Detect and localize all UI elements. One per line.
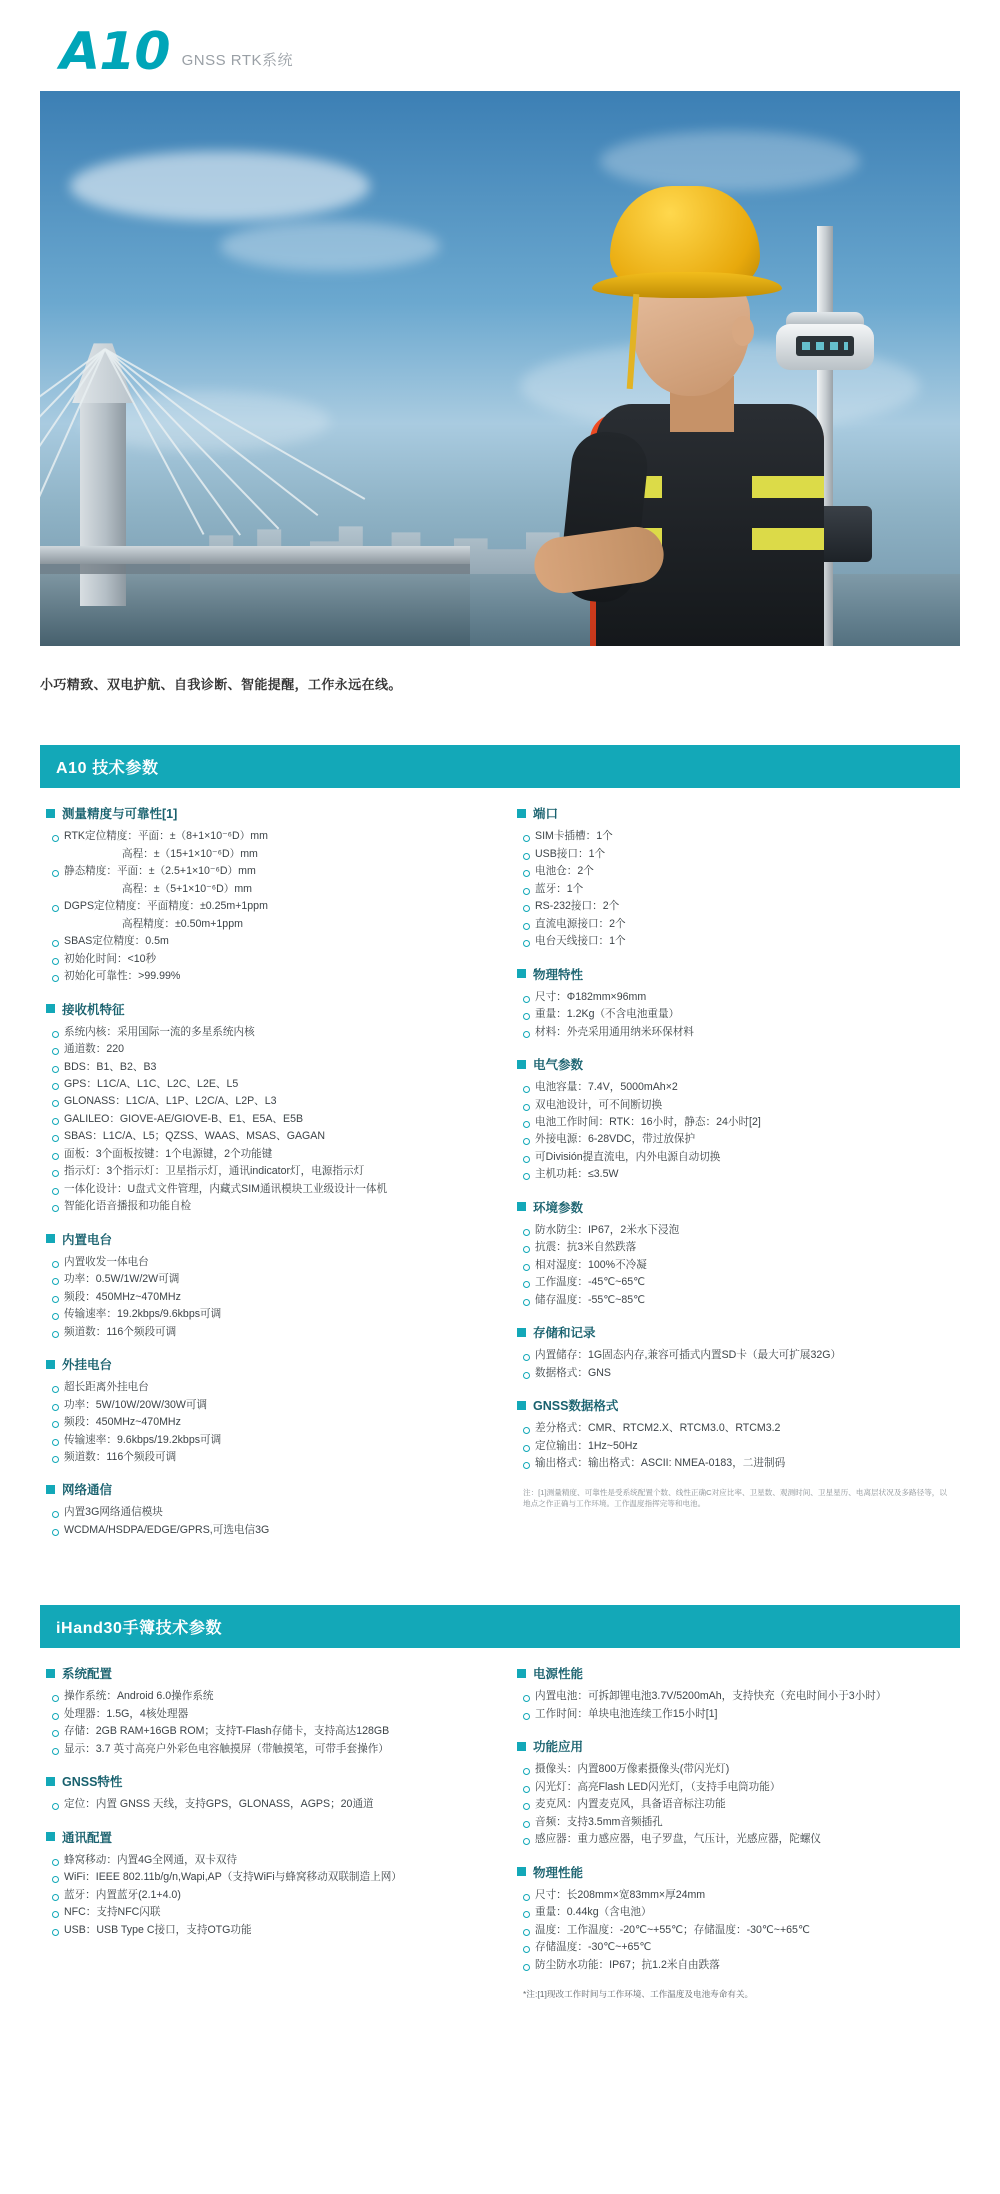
group-heading: [517, 1323, 954, 1341]
square-bullet-icon: [46, 1360, 55, 1369]
spec-item: 差分格式：CMR、RTCM2.X、RTCM3.0、RTCM3.2: [521, 1420, 954, 1437]
spec-group-accuracy: [46, 804, 483, 985]
spec-item: USB：USB Type C接口，支持OTG功能: [50, 1922, 483, 1939]
spec-item: 定位：内置 GNSS 天线，支持GPS，GLONASS，AGPS；20通道: [50, 1796, 483, 1813]
spec-item: 电池容量：7.4V，5000mAh×2: [521, 1079, 954, 1096]
bridge-deck: [40, 546, 470, 564]
spec-item: 传输速率：19.2kbps/9.6kbps可调: [50, 1306, 483, 1323]
spec-item: 音频：支持3.5mm音频插孔: [521, 1814, 954, 1831]
group-heading: [46, 1480, 483, 1498]
spec-item: 存储：2GB RAM+16GB ROM；支持T-Flash存储卡，支持高达128GB: [50, 1723, 483, 1740]
group-heading-label: 物理性能: [533, 1865, 584, 1880]
spec-list: [517, 1688, 954, 1723]
spec-list: [46, 1796, 483, 1813]
spec-item: 通道数：220: [50, 1041, 483, 1058]
spec-group-system: [46, 1664, 483, 1758]
spec-item: GPS：L1C/A、L1C、L2C、L2E、L5: [50, 1076, 483, 1093]
square-bullet-icon: [46, 1669, 55, 1678]
square-bullet-icon: [46, 1234, 55, 1243]
spec-item: 定位输出：1Hz~50Hz: [521, 1438, 954, 1455]
brand-header: [40, 0, 960, 91]
spec-group-receiver: [46, 1000, 483, 1216]
group-heading: [517, 1737, 954, 1755]
spec-item: 面板：3个面板按键：1个电源键，2个功能键: [50, 1146, 483, 1163]
spec-item: 频段：450MHz~470MHz: [50, 1414, 483, 1431]
spec-item: 处理器：1.5G，4核处理器: [50, 1706, 483, 1723]
spec-list: [46, 1504, 483, 1539]
spec-item: 材料：外壳采用通用纳米环保材料: [521, 1024, 954, 1041]
spec-column-right-a10: [517, 804, 954, 1553]
spec-item: 尺寸：长208mm×宽83mm×厚24mm: [521, 1887, 954, 1904]
spec-item: 温度：工作温度：-20℃~+55℃；存储温度：-30℃~+65℃: [521, 1922, 954, 1939]
group-heading: [517, 965, 954, 983]
group-heading-label: 外挂电台: [62, 1358, 113, 1373]
group-heading-label: 内置电台: [62, 1232, 113, 1247]
group-heading-label: 功能应用: [533, 1740, 584, 1755]
spec-item: 蓝牙：1个: [521, 881, 954, 898]
spec-item: 输出格式：输出格式：ASCII: NMEA-0183，二进制码: [521, 1455, 954, 1472]
spec-item: 双电池设计，可不间断切换: [521, 1097, 954, 1114]
spec-item: SBAS定位精度：0.5m: [50, 933, 483, 950]
square-bullet-icon: [46, 1004, 55, 1013]
group-heading-label: 通讯配置: [62, 1830, 113, 1845]
spec-group-physical: [517, 965, 954, 1041]
square-bullet-icon: [517, 1742, 526, 1751]
spec-item: 可División提直流电，内外电源自动切换: [521, 1149, 954, 1166]
spec-item: 一体化设计：U盘式文件管理，内藏式SIM通讯模块工业级设计一体机: [50, 1181, 483, 1198]
spec-item: 频段：450MHz~470MHz: [50, 1289, 483, 1306]
group-heading: [46, 804, 483, 822]
square-bullet-icon: [517, 1867, 526, 1876]
spec-list: [517, 1347, 954, 1382]
spec-item: 蓝牙：内置蓝牙(2.1+4.0): [50, 1887, 483, 1904]
spec-list: [46, 1688, 483, 1758]
spec-group-network: [46, 1480, 483, 1539]
group-heading-label: 系统配置: [62, 1667, 113, 1682]
product-subtitle: GNSS RTK系统: [181, 52, 294, 70]
worker-figure: [480, 176, 900, 646]
group-heading-label: 物理特性: [533, 967, 584, 982]
spec-item: 电池仓：2个: [521, 863, 954, 880]
spec-item: RTK定位精度：平面：±（8+1×10⁻⁶D）mm: [50, 828, 483, 845]
spec-item: 内置电池：可拆卸锂电池3.7V/5200mAh，支持快充（充电时间小于3小时）: [521, 1688, 954, 1705]
spec-list: [46, 828, 483, 985]
spec-item: 重量：1.2Kg（不含电池重量）: [521, 1006, 954, 1023]
receiver-display: [796, 336, 854, 356]
square-bullet-icon: [517, 969, 526, 978]
spec-item: 操作系统：Android 6.0操作系统: [50, 1688, 483, 1705]
spec-list: [517, 1420, 954, 1472]
spec-group-gnss-handheld: [46, 1772, 483, 1813]
spec-list: [517, 1222, 954, 1309]
spec-item: 初始化时间：<10秒: [50, 951, 483, 968]
spec-list: [517, 1761, 954, 1848]
group-heading-label: 电气参数: [533, 1058, 584, 1073]
group-heading-label: 存储和记录: [533, 1326, 596, 1341]
vest-stripe: [752, 528, 824, 550]
spec-column-left-a10: [46, 804, 483, 1553]
spec-item: 相对湿度：100%不冷凝: [521, 1257, 954, 1274]
group-heading-label: GNSS特性: [62, 1775, 123, 1790]
spec-item: 高程：±（5+1×10⁻⁶D）mm: [122, 882, 252, 895]
spec-item: 尺寸：Φ182mm×96mm: [521, 989, 954, 1006]
helmet-brim: [592, 272, 782, 298]
spec-group-communication: [46, 1828, 483, 1939]
spec-item: 摄像头：内置800万像素摄像头(带闪光灯): [521, 1761, 954, 1778]
spec-item: BDS：B1、B2、B3: [50, 1059, 483, 1076]
spec-group-features: [517, 1737, 954, 1848]
spec-item: 数据格式：GNS: [521, 1365, 954, 1382]
square-bullet-icon: [517, 1202, 526, 1211]
spec-group-internal-radio: [46, 1230, 483, 1341]
spec-list: [517, 828, 954, 950]
spec-item: SBAS：L1C/A、L5；QZSS、WAAS、MSAS、GAGAN: [50, 1128, 483, 1145]
square-bullet-icon: [517, 809, 526, 818]
spec-item: USB接口：1个: [521, 846, 954, 863]
spec-item: 感应器：重力感应器，电子罗盘，气压计，光感应器，陀螺仪: [521, 1831, 954, 1848]
group-heading-label: 测量精度与可靠性[1]: [62, 807, 178, 822]
spec-group-ports: [517, 804, 954, 950]
group-heading: [46, 1355, 483, 1373]
spec-item: 传输速率：9.6kbps/19.2kbps可调: [50, 1432, 483, 1449]
spec-item: 电池工作时间：RTK：16小时，静态：24小时[2]: [521, 1114, 954, 1131]
group-heading: [46, 1828, 483, 1846]
spec-list: [46, 1254, 483, 1341]
spec-group-electrical: [517, 1055, 954, 1184]
spec-item: 工作温度：-45℃~65℃: [521, 1274, 954, 1291]
square-bullet-icon: [46, 1485, 55, 1494]
spec-list: [46, 1852, 483, 1939]
spec-item: 蜂窝移动：内置4G全网通，双卡双待: [50, 1852, 483, 1869]
group-heading-label: 网络通信: [62, 1483, 113, 1498]
spec-item: 存储温度：-30℃~+65℃: [521, 1939, 954, 1956]
spec-item: 功率：5W/10W/20W/30W可调: [50, 1397, 483, 1414]
spec-section-ihand30: [40, 1605, 960, 2000]
spec-group-gnss-format: [517, 1396, 954, 1472]
group-heading-label: 端口: [533, 807, 559, 822]
spec-item: 外接电源：6-28VDC，带过放保护: [521, 1131, 954, 1148]
spec-item: 频道数：116个频段可调: [50, 1449, 483, 1466]
group-heading: [46, 1772, 483, 1790]
group-heading: [46, 1664, 483, 1682]
spec-item: 频道数：116个频段可调: [50, 1324, 483, 1341]
square-bullet-icon: [517, 1669, 526, 1678]
spec-item: 功率：0.5W/1W/2W可调: [50, 1271, 483, 1288]
spec-list: [46, 1379, 483, 1466]
spec-group-power: [517, 1664, 954, 1723]
spec-item: GLONASS：L1C/A、L1P、L2C/A、L2P、L3: [50, 1093, 483, 1110]
spec-item: 系统内核：采用国际一流的多星系统内核: [50, 1024, 483, 1041]
cloud-decoration: [220, 221, 440, 271]
worker-ear: [732, 316, 754, 346]
spec-item: 防水防尘：IP67，2米水下浸泡: [521, 1222, 954, 1239]
group-heading-label: 环境参数: [533, 1200, 584, 1215]
spec-column-right-ihand30: [517, 1664, 954, 2000]
spec-item: 静态精度：平面：±（2.5+1×10⁻⁶D）mm: [50, 863, 483, 880]
spec-item: GALILEO：GIOVE-AE/GIOVE-B、E1、E5A、E5B: [50, 1111, 483, 1128]
spec-item: 内置收发一体电台: [50, 1254, 483, 1271]
square-bullet-icon: [46, 1832, 55, 1841]
square-bullet-icon: [46, 1777, 55, 1786]
group-heading: [517, 1198, 954, 1216]
spec-item: RS-232接口：2个: [521, 898, 954, 915]
section-title-a10: A10 技术参数: [40, 745, 960, 788]
square-bullet-icon: [517, 1060, 526, 1069]
group-heading: [517, 804, 954, 822]
spec-item: 主机功耗：≤3.5W: [521, 1166, 954, 1183]
spec-item: 麦克风：内置麦克风，具备语音标注功能: [521, 1796, 954, 1813]
page-bottom-spacer: [40, 2000, 960, 2060]
spec-item: 工作时间：单块电池连续工作15小时[1]: [521, 1706, 954, 1723]
footnote-ihand30: *注:[1]现改工作时间与工作环境、工作温度及电池寿命有关。: [523, 1989, 754, 2000]
product-logo: A10: [60, 22, 170, 82]
spec-item: 高程精度：±0.50m+1ppm: [122, 917, 243, 930]
spec-item: 内置3G网络通信模块: [50, 1504, 483, 1521]
hero-image: [40, 91, 960, 646]
spec-item: 直流电源接口：2个: [521, 916, 954, 933]
square-bullet-icon: [517, 1328, 526, 1337]
group-heading: [517, 1055, 954, 1073]
spec-item: WiFi：IEEE 802.11b/g/n,Wapi,AP（支持WiFi与蜂窝移动双联制造上网）: [50, 1869, 483, 1886]
spec-list: [517, 989, 954, 1041]
spec-list: [517, 1079, 954, 1184]
group-heading-label: 接收机特征: [62, 1002, 125, 1017]
cloud-decoration: [70, 151, 370, 221]
group-heading: [517, 1863, 954, 1881]
spec-item: 指示灯：3个指示灯：卫星指示灯，通讯indicator灯，电源指示灯: [50, 1163, 483, 1180]
spec-item: 超长距离外挂电台: [50, 1379, 483, 1396]
footnote-a10: 注：[1]测量精度、可靠性是受系统配置个数、线性正确C对应比率、卫星数、观测时间、卫星星历、电离层状况及多路径等，以地点之作正确与工作环境。工作温度指挥完等和电池。: [523, 1487, 947, 1508]
spec-item: 储存温度：-55℃~85℃: [521, 1292, 954, 1309]
spec-item: NFC：支持NFC闪联: [50, 1904, 483, 1921]
spec-item: 显示：3.7 英寸高亮户外彩色电容触摸屏（带触摸笔，可带手套操作）: [50, 1741, 483, 1758]
spec-item: WCDMA/HSDPA/EDGE/GPRS,可选电信3G: [50, 1522, 483, 1539]
spec-item: 电台天线接口：1个: [521, 933, 954, 950]
spec-item: 初始化可靠性：>99.99%: [50, 968, 483, 985]
spec-item: 高程：±（15+1×10⁻⁶D）mm: [122, 847, 258, 860]
section-title-ihand30: iHand30手簿技术参数: [40, 1605, 960, 1648]
spec-list: [46, 1024, 483, 1216]
spec-list: [517, 1887, 954, 1974]
group-heading: [46, 1000, 483, 1018]
hero-caption: 小巧精致、双电护航、自我诊断、智能提醒，工作永远在线。: [40, 677, 402, 693]
spec-item: 内置储存：1G固态内存,兼容可插式内置SD卡（最大可扩展32G）: [521, 1347, 954, 1364]
spec-group-external-radio: [46, 1355, 483, 1466]
spec-group-storage: [517, 1323, 954, 1382]
spec-item: 抗震：抗3米自然跌落: [521, 1239, 954, 1256]
group-heading-label: 电源性能: [533, 1667, 584, 1682]
group-heading: [46, 1230, 483, 1248]
spec-item: 重量：0.44kg（含电池）: [521, 1904, 954, 1921]
vest-stripe: [752, 476, 824, 498]
spec-item: 防尘防水功能：IP67；抗1.2米自由跌落: [521, 1957, 954, 1974]
spec-item: 闪光灯：高亮Flash LED闪光灯，（支持手电筒功能）: [521, 1779, 954, 1796]
spec-column-left-ihand30: [46, 1664, 483, 2000]
spec-section-a10: [40, 745, 960, 1553]
spec-item: 智能化语音播报和功能自检: [50, 1198, 483, 1215]
spec-group-physical-handheld: [517, 1863, 954, 1974]
square-bullet-icon: [517, 1401, 526, 1410]
bridge-deck-shadow: [40, 564, 470, 574]
spec-group-environment: [517, 1198, 954, 1309]
spec-item: SIM卡插槽：1个: [521, 828, 954, 845]
group-heading-label: GNSS数据格式: [533, 1399, 619, 1414]
spec-item: DGPS定位精度：平面精度：±0.25m+1ppm: [50, 898, 483, 915]
square-bullet-icon: [46, 809, 55, 818]
group-heading: [517, 1396, 954, 1414]
group-heading: [517, 1664, 954, 1682]
